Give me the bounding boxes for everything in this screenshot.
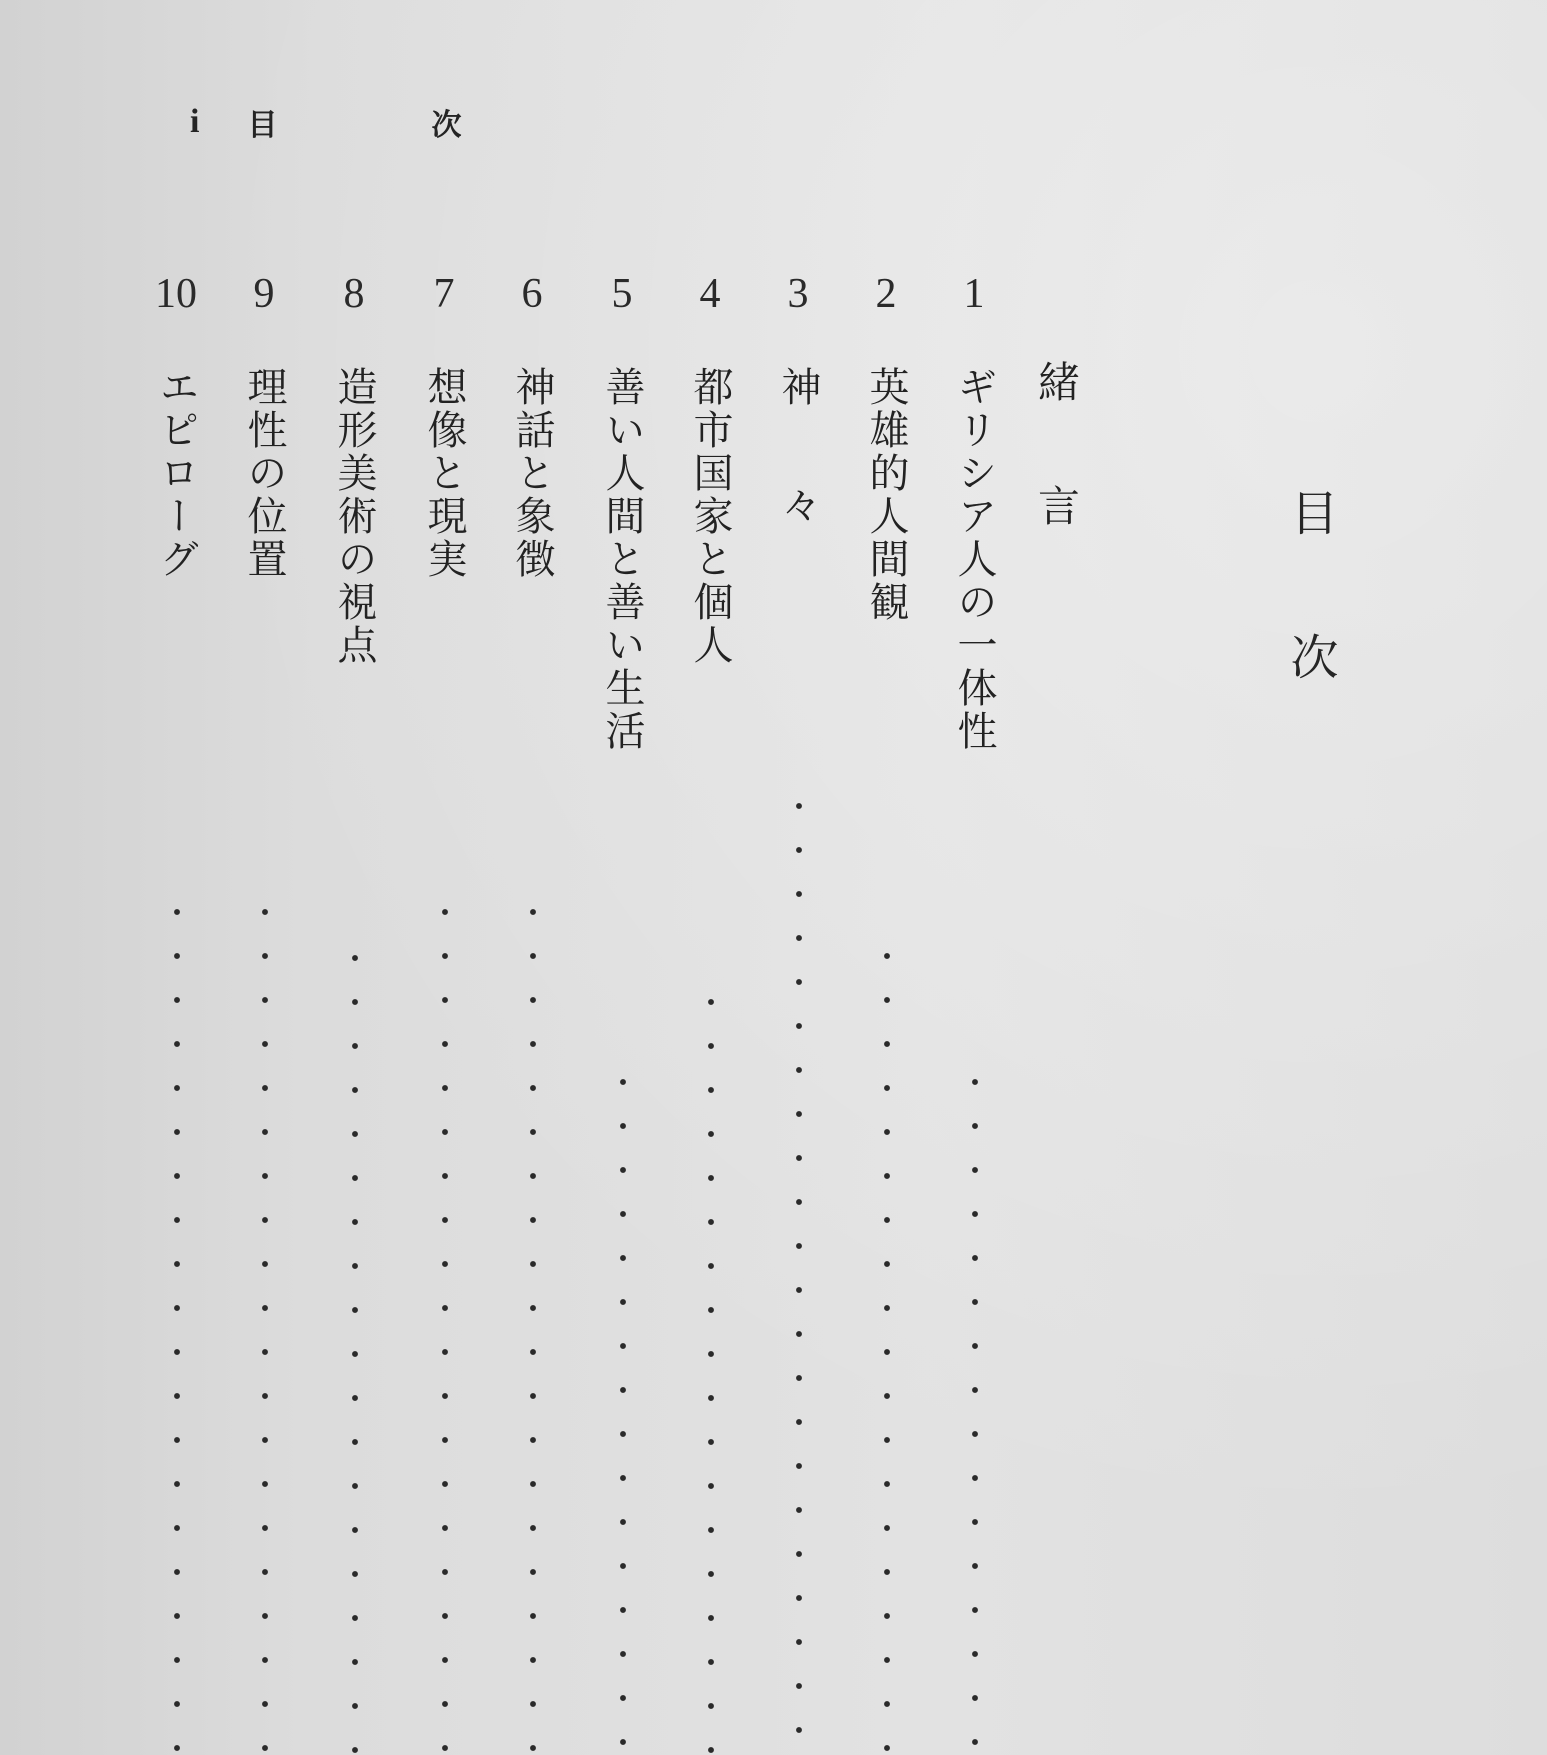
toc-entry-8[interactable] [326,270,382,1755]
toc-introduction[interactable]: 緒言 [1032,360,1081,608]
running-head [190,98,523,146]
dot-leader [442,890,448,1755]
toc-entry-title: 英雄的人間観 [863,366,909,624]
dot-leader [796,784,802,1755]
dot-leader [972,1060,978,1755]
toc-entry-4[interactable] [682,270,738,1755]
toc-entry-title: 神話と象徴 [509,366,555,581]
toc-entry-title: 神々 [775,366,821,602]
toc-entry-number: 7 [433,271,455,317]
toc-entry-number: 1 [963,271,985,317]
toc-entry-5[interactable] [594,270,650,1755]
toc-entry-9[interactable] [236,270,292,1755]
dot-leader [174,890,180,1755]
toc-entry-number: 8 [343,271,365,317]
toc-entry-number: 4 [699,271,721,317]
toc-entry-title: 理性の位置 [241,366,287,581]
toc-entry-number: 10 [155,271,197,317]
toc-entry-number: 3 [787,271,809,317]
dot-leader [884,934,890,1755]
dot-leader [262,890,268,1755]
dot-leader [620,1060,626,1755]
toc-entry-title: 造形美術の視点 [331,366,377,667]
toc-entry-title: 都市国家と個人 [687,366,733,667]
dot-leader [530,890,536,1755]
page-title: 目次 [1282,488,1338,776]
toc-entry-2[interactable] [858,270,914,1755]
running-head-title: 目 次 [247,108,524,143]
dot-leader [352,936,358,1755]
toc-entry-number: 6 [521,271,543,317]
toc-entry-title: 善い人間と善い生活 [599,366,645,753]
toc-entry-number: 5 [611,271,633,317]
toc-entry-6[interactable] [504,270,560,1755]
toc-entry-3[interactable] [770,270,826,1755]
page-numeral: i [190,103,200,140]
toc-entry-7[interactable] [416,270,472,1755]
toc-entry-1[interactable] [946,270,1002,1755]
toc-entry-title: ギリシア人の一体性 [951,366,997,753]
toc-entry-number: 2 [875,271,897,317]
dot-leader [708,980,714,1755]
toc-entry-title: 想像と現実 [421,366,467,581]
toc-entry-number: 9 [253,271,275,317]
toc-entry-10[interactable] [148,270,204,1755]
toc-entry-title: エピローグ [153,366,199,581]
